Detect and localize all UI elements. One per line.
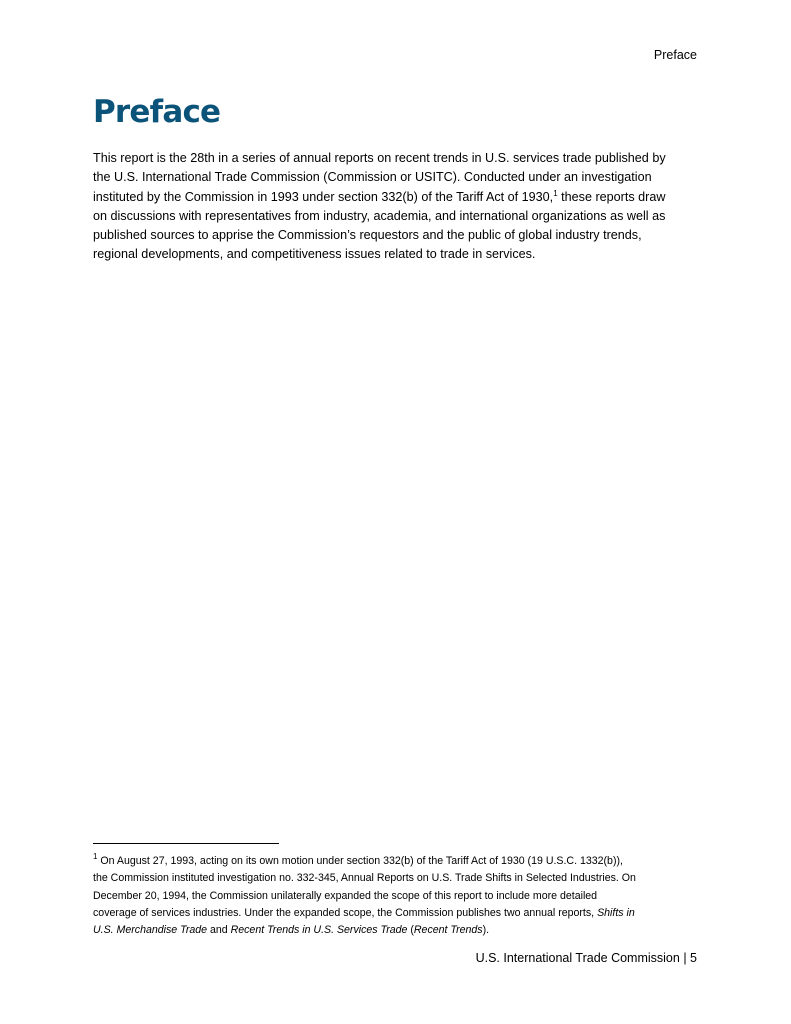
body-line: on discussions with representatives from industry, academia, and international organizations as well as bbox=[93, 208, 666, 223]
footnote-text: ). bbox=[482, 924, 490, 937]
footnote-line bbox=[93, 905, 705, 922]
footnote-line bbox=[93, 922, 705, 939]
page-footer bbox=[476, 950, 697, 966]
report-title-italic: Recent Trends in U.S. Services Trade bbox=[230, 924, 408, 937]
footer-publisher: U.S. International Trade Commission bbox=[475, 951, 680, 965]
footnote-line bbox=[93, 853, 705, 870]
body-line bbox=[93, 188, 703, 207]
footnote-line: December 20, 1994, the Commission unilaterally expanded the scope of this report to include more detailed bbox=[93, 889, 598, 902]
page-title: Preface bbox=[93, 94, 221, 130]
body-line: the U.S. International Trade Commission (Commission or USITC). Conducted under an investigation bbox=[93, 170, 652, 185]
body-paragraph bbox=[93, 149, 703, 265]
body-line-text: these reports draw bbox=[557, 189, 666, 204]
body-line-text: instituted by the Commission in 1993 under section 332(b) of the Tariff Act of 1930, bbox=[93, 189, 554, 204]
running-header: Preface bbox=[653, 48, 697, 62]
report-title-italic: Shifts in bbox=[597, 906, 635, 919]
body-line: regional developments, and competitiveness issues related to trade in services. bbox=[93, 247, 536, 262]
footnote-text: On August 27, 1993, acting on its own motion under section 332(b) of the Tariff Act of 1930 (19 U.S.C. 1332(b)), bbox=[97, 855, 623, 867]
report-title-italic: Recent Trends bbox=[413, 924, 483, 937]
footer-separator: | bbox=[679, 951, 691, 965]
report-title-italic: U.S. Merchandise Trade bbox=[93, 924, 208, 937]
footnote-text: coverage of services industries. Under the expanded scope, the Commission publishes two annual reports, bbox=[93, 906, 598, 919]
body-line: This report is the 28th in a series of annual reports on recent trends in U.S. services trade published by bbox=[93, 151, 666, 165]
footnote-reference[interactable]: 1 bbox=[553, 188, 558, 198]
footnote-marker: 1 bbox=[93, 852, 98, 861]
footnote-separator bbox=[93, 843, 279, 844]
footnote-text: ( bbox=[407, 924, 414, 937]
footnote bbox=[93, 853, 705, 939]
footnote-line: the Commission instituted investigation no. 332-345, Annual Reports on U.S. Trade Shifts in Selected Industries. On bbox=[93, 872, 636, 885]
body-line: published sources to apprise the Commission’s requestors and the public of global industry trends, bbox=[93, 228, 642, 243]
footnote-text: and bbox=[207, 924, 231, 937]
page-number: 5 bbox=[690, 951, 697, 965]
